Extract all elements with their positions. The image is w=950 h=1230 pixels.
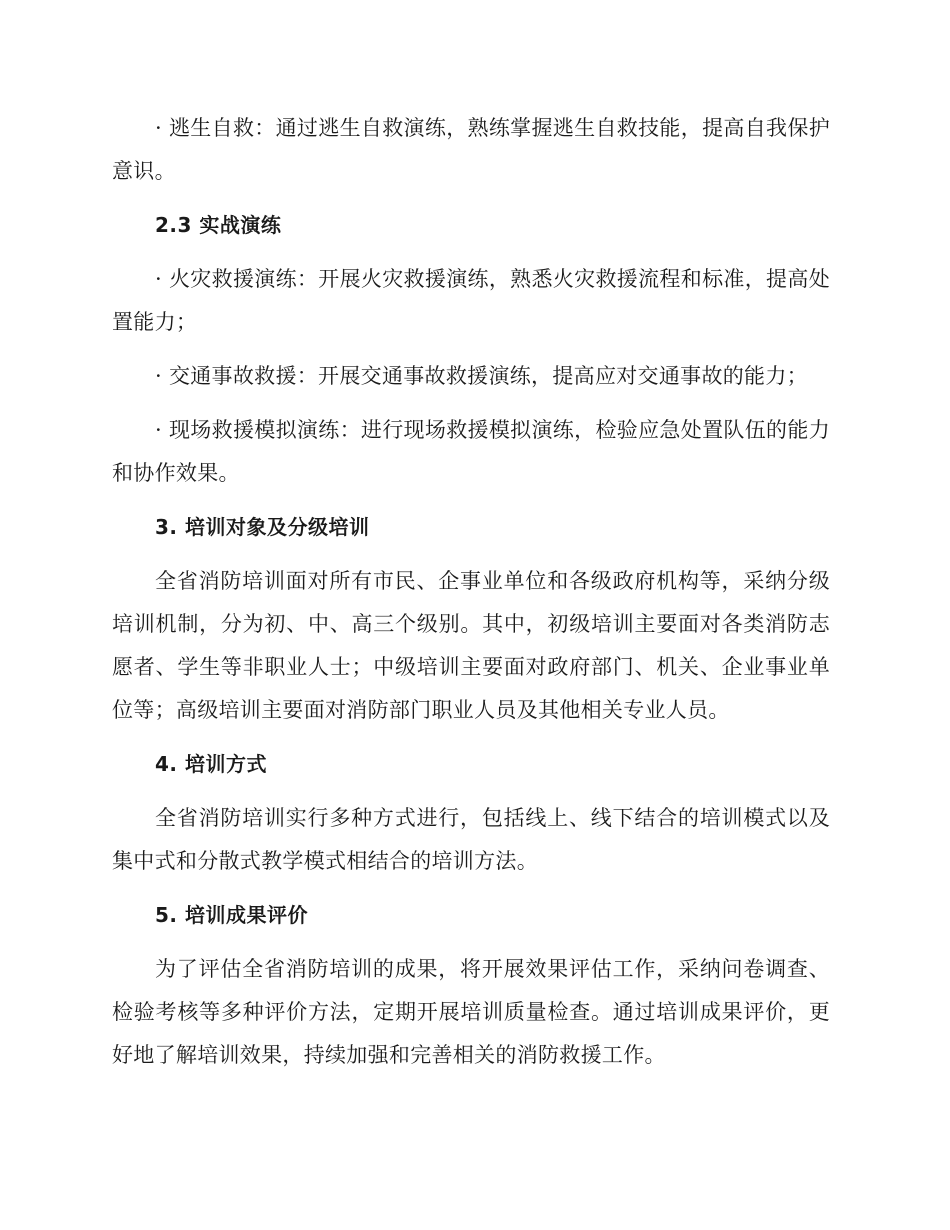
bullet-traffic-accident-rescue: · 交通事故救援：开展交通事故救援演练，提高应对交通事故的能力；: [155, 364, 808, 388]
paragraph-training-methods: 全省消防培训实行多种方式进行，包括线上、线下结合的培训模式以及集中式和分散式教学模式相结合的培训方法。: [112, 806, 830, 873]
paragraph-training-targets: 全省消防培训面对所有市民、企事业单位和各级政府机构等，采纳分级培训机制，分为初、中、高三个级别。其中，初级培训主要面对各类消防志愿者、学生等非职业人士；中级培训主要面对政府部门、机关、企业事业单位等；高级培训主要面对消防部门职业人员及其他相关专业人员。: [112, 569, 830, 722]
section-heading-5: 5. 培训成果评价: [155, 903, 308, 927]
section-heading-4: 4. 培训方式: [155, 752, 267, 776]
bullet-onsite-rescue-simulation: · 现场救援模拟演练：进行现场救援模拟演练，检验应急处置队伍的能力和协作效果。: [112, 418, 830, 485]
section-heading-3: 3. 培训对象及分级培训: [155, 515, 370, 539]
document-body: [112, 107, 830, 1088]
bullet-escape-self-rescue: · 逃生自救：通过逃生自救演练，熟练掌握逃生自救技能，提高自我保护意识。: [112, 116, 830, 183]
paragraph-training-evaluation: 为了评估全省消防培训的成果，将开展效果评估工作，采纳问卷调查、检验考核等多种评价方法，定期开展培训质量检查。通过培训成果评价，更好地了解培训效果，持续加强和完善相关的消防救援工作。: [112, 957, 830, 1067]
bullet-fire-rescue-drill: · 火灾救援演练：开展火灾救援演练，熟悉火灾救援流程和标准，提高处置能力；: [112, 267, 830, 334]
section-heading-2-3: 2.3 实战演练: [155, 213, 282, 237]
